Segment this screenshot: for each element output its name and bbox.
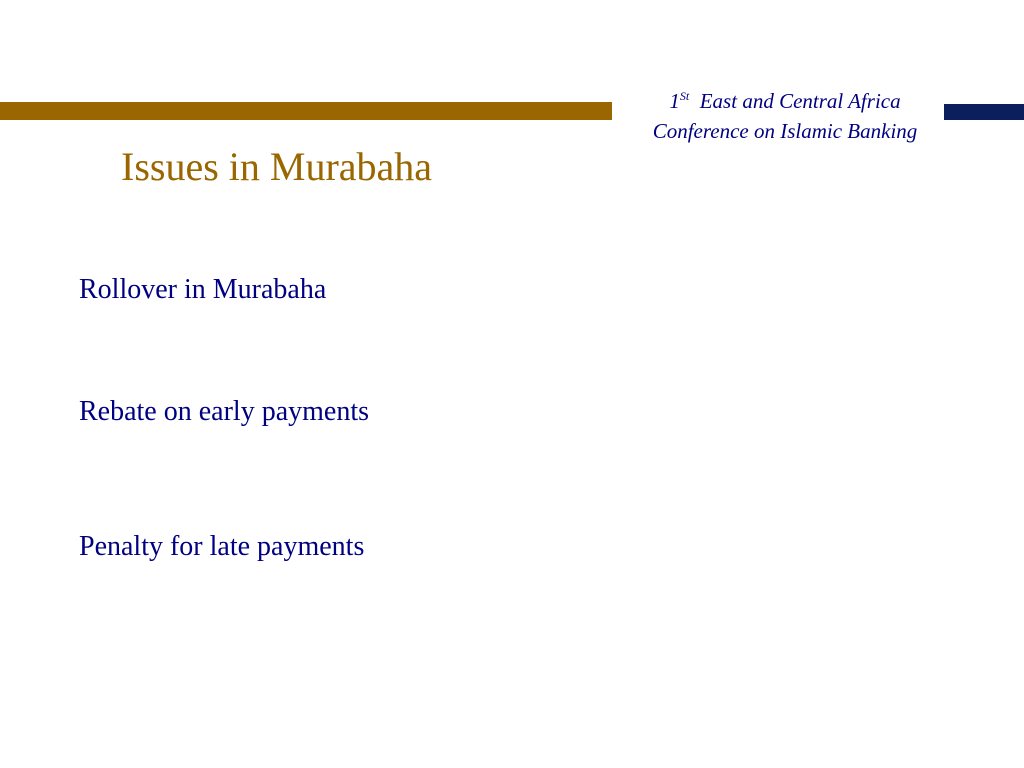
conference-ordinal-suffix: St xyxy=(679,89,690,103)
conference-line-2: Conference on Islamic Banking xyxy=(652,119,918,143)
conference-line-1 xyxy=(612,86,958,116)
gold-header-bar xyxy=(0,102,612,120)
list-item-penalty: Penalty for late payments xyxy=(79,531,365,562)
slide-title: Issues in Murabaha xyxy=(121,144,433,189)
conference-ordinal-number: 1 xyxy=(669,89,680,113)
conference-line-1-rest: East and Central Africa xyxy=(699,89,901,113)
list-item-rollover: Rollover in Murabaha xyxy=(79,274,327,305)
list-item-rebate: Rebate on early payments xyxy=(79,396,370,427)
conference-header xyxy=(612,86,958,146)
